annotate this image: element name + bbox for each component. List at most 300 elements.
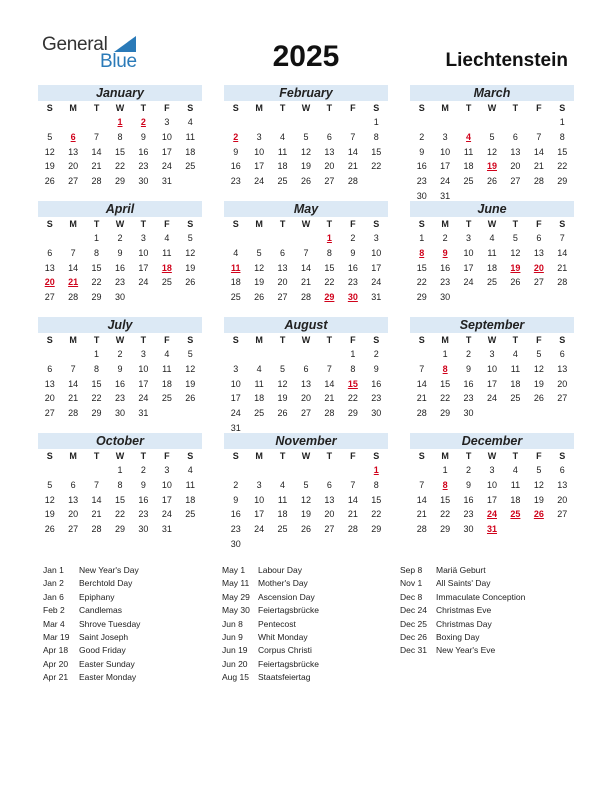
day-cell: 15	[440, 494, 451, 505]
day-cell: 18	[254, 393, 265, 404]
day-cell: 22	[114, 509, 125, 520]
day-cell: 27	[510, 176, 521, 187]
day-cell: 12	[44, 494, 55, 505]
holiday-day: 31	[486, 524, 497, 535]
day-cell: 24	[254, 176, 265, 187]
month-days	[38, 449, 202, 537]
day-cell: 25	[161, 393, 172, 404]
holiday-date: Apr 21	[43, 672, 69, 683]
day-cell: 29	[440, 408, 451, 419]
empty-cell	[85, 115, 108, 130]
day-cell: 17	[486, 378, 497, 389]
day-cell: 5	[489, 131, 495, 142]
day-cell: 9	[140, 131, 146, 142]
weekday-header: S	[187, 219, 194, 229]
day-cell: 11	[277, 146, 288, 157]
day-cell: 10	[230, 378, 241, 389]
day-cell: 19	[44, 161, 55, 172]
day-cell: 9	[466, 479, 472, 490]
day-cell: 7	[70, 363, 76, 374]
day-cell: 15	[371, 146, 382, 157]
day-cell: 18	[277, 509, 288, 520]
holiday-day: 1	[117, 117, 123, 127]
day-cell: 29	[91, 292, 102, 303]
day-cell: 8	[559, 131, 565, 142]
month-title: August	[224, 317, 388, 333]
day-cell: 21	[68, 393, 79, 404]
day-cell: 5	[256, 247, 262, 258]
day-cell: 4	[256, 363, 262, 374]
weekday-header: S	[187, 335, 194, 345]
day-cell: 11	[510, 363, 521, 374]
weekday-header: M	[255, 451, 263, 461]
day-cell: 21	[347, 509, 358, 520]
holiday-day: 30	[347, 292, 358, 303]
weekday-header: M	[69, 335, 77, 345]
day-cell: 29	[114, 176, 125, 187]
day-cell: 6	[512, 131, 518, 142]
day-cell: 24	[138, 393, 149, 404]
month-days	[38, 217, 202, 305]
empty-cell	[527, 115, 550, 130]
day-cell: 29	[114, 524, 125, 535]
day-cell: 24	[254, 524, 265, 535]
holiday-row	[43, 604, 219, 617]
day-cell: 14	[416, 378, 427, 389]
day-cell: 16	[440, 262, 451, 273]
holiday-date: Apr 18	[43, 645, 69, 656]
holiday-day: 26	[533, 509, 544, 520]
month-days	[410, 449, 574, 537]
month-title: September	[410, 317, 574, 333]
day-cell: 25	[486, 277, 497, 288]
day-cell: 9	[419, 146, 425, 157]
holiday-day: 25	[510, 509, 521, 520]
holiday-row	[222, 604, 398, 617]
empty-cell	[504, 115, 527, 130]
empty-cell	[433, 115, 456, 130]
weekday-header: S	[187, 103, 194, 113]
weekday-header: M	[255, 335, 263, 345]
day-cell: 3	[489, 465, 495, 475]
holiday-date: Jan 2	[43, 578, 64, 589]
holiday-date: May 30	[222, 605, 250, 616]
day-cell: 14	[347, 146, 358, 157]
holiday-date: Jun 20	[222, 658, 248, 669]
month-october	[38, 433, 202, 537]
day-cell: 12	[185, 363, 196, 374]
day-cell: 3	[140, 233, 146, 243]
day-cell: 14	[68, 378, 79, 389]
day-cell: 26	[486, 176, 497, 187]
day-cell: 2	[117, 233, 123, 243]
weekday-header: F	[536, 219, 542, 229]
day-cell: 28	[68, 292, 79, 303]
month-march	[410, 85, 574, 204]
holiday-date: Aug 15	[222, 672, 249, 683]
weekday-header: M	[441, 335, 449, 345]
day-cell: 21	[557, 262, 568, 273]
day-cell: 11	[185, 479, 195, 490]
day-cell: 20	[324, 161, 335, 172]
weekday-header: S	[46, 451, 53, 461]
month-days	[410, 101, 574, 204]
day-cell: 22	[324, 277, 335, 288]
weekday-header: T	[465, 219, 472, 229]
month-title: January	[38, 85, 202, 101]
month-title: April	[38, 201, 202, 217]
day-cell: 15	[114, 146, 125, 157]
day-cell: 12	[486, 146, 497, 157]
day-cell: 19	[533, 494, 544, 505]
day-cell: 20	[324, 509, 335, 520]
month-july	[38, 317, 202, 421]
day-cell: 5	[536, 349, 542, 359]
day-cell: 30	[114, 292, 125, 303]
day-cell: 30	[138, 176, 149, 187]
day-cell: 7	[559, 233, 565, 243]
weekday-header: S	[559, 335, 566, 345]
empty-cell	[410, 463, 433, 478]
weekday-header: M	[255, 103, 263, 113]
day-cell: 1	[559, 117, 565, 127]
month-days	[224, 101, 388, 189]
day-cell: 27	[277, 292, 288, 303]
day-cell: 1	[442, 349, 448, 359]
holiday-date: Sep 8	[400, 565, 423, 575]
day-cell: 21	[91, 161, 102, 172]
day-cell: 23	[463, 393, 474, 404]
day-cell: 8	[94, 247, 100, 258]
day-cell: 24	[161, 161, 172, 172]
day-cell: 10	[254, 494, 265, 505]
month-april	[38, 201, 202, 305]
holiday-row	[222, 577, 398, 590]
day-cell: 28	[347, 176, 358, 187]
weekday-header: F	[164, 335, 170, 345]
month-days	[38, 333, 202, 421]
weekday-header: S	[46, 335, 53, 345]
day-cell: 5	[280, 363, 286, 374]
day-cell: 14	[557, 247, 568, 258]
empty-cell	[224, 115, 247, 130]
day-cell: 19	[254, 277, 265, 288]
day-cell: 10	[161, 131, 172, 142]
day-cell: 26	[300, 524, 311, 535]
holiday-name: New Year's Day	[79, 565, 139, 575]
day-cell: 14	[347, 494, 358, 505]
day-cell: 24	[230, 408, 241, 419]
day-cell: 23	[114, 277, 125, 288]
day-cell: 2	[140, 465, 146, 475]
weekday-header: S	[232, 219, 239, 229]
day-cell: 13	[533, 247, 544, 258]
day-cell: 16	[347, 262, 358, 273]
day-cell: 18	[486, 262, 497, 273]
day-cell: 9	[466, 363, 472, 374]
month-days	[410, 333, 574, 421]
day-cell: 27	[324, 176, 335, 187]
weekday-header: T	[93, 451, 100, 461]
day-cell: 30	[463, 524, 474, 535]
empty-cell	[61, 231, 84, 246]
day-cell: 16	[230, 509, 241, 520]
day-cell: 8	[350, 363, 356, 374]
holiday-column	[222, 564, 398, 685]
day-cell: 16	[230, 161, 241, 172]
holiday-name: Mother's Day	[258, 578, 308, 589]
weekday-header: S	[559, 219, 566, 229]
day-cell: 12	[510, 247, 521, 258]
day-cell: 28	[557, 277, 568, 288]
day-cell: 11	[254, 378, 264, 389]
month-title: October	[38, 433, 202, 449]
day-cell: 2	[466, 465, 472, 475]
day-cell: 25	[161, 277, 172, 288]
day-cell: 3	[373, 233, 379, 243]
holiday-name: Epiphany	[79, 591, 115, 602]
weekday-header: T	[279, 219, 286, 229]
day-cell: 4	[233, 247, 239, 258]
day-cell: 14	[91, 146, 102, 157]
day-cell: 17	[463, 262, 474, 273]
holiday-name: Christmas Day	[436, 618, 492, 629]
holiday-name: Feiertagsbrücke	[258, 658, 319, 669]
holiday-row	[400, 644, 606, 657]
weekday-header: M	[255, 219, 263, 229]
day-cell: 10	[254, 146, 265, 157]
weekday-header: T	[465, 335, 472, 345]
day-cell: 29	[347, 408, 358, 419]
weekday-header: S	[232, 451, 239, 461]
day-cell: 13	[68, 146, 79, 157]
empty-cell	[294, 463, 317, 478]
weekday-header: S	[418, 219, 425, 229]
holiday-date: Jan 1	[43, 565, 64, 575]
day-cell: 16	[138, 146, 149, 157]
day-cell: 4	[280, 131, 286, 142]
day-cell: 15	[440, 378, 451, 389]
holiday-day: 4	[466, 131, 472, 142]
day-cell: 27	[557, 509, 568, 520]
day-cell: 12	[533, 479, 544, 490]
day-cell: 12	[44, 146, 55, 157]
day-cell: 25	[185, 509, 196, 520]
day-cell: 27	[533, 277, 544, 288]
day-cell: 8	[326, 247, 332, 258]
holiday-day: 2	[233, 131, 239, 142]
weekday-header: F	[536, 103, 542, 113]
weekday-header: S	[46, 103, 53, 113]
day-cell: 19	[185, 262, 196, 273]
holiday-row	[222, 658, 398, 671]
holiday-row	[222, 631, 398, 644]
day-cell: 17	[230, 393, 241, 404]
weekday-header: W	[301, 451, 311, 461]
day-cell: 26	[185, 393, 196, 404]
weekday-header: T	[279, 451, 286, 461]
empty-cell	[318, 463, 341, 478]
day-cell: 6	[47, 247, 53, 258]
day-cell: 14	[91, 494, 102, 505]
holiday-row	[43, 577, 219, 590]
holiday-row	[43, 618, 219, 631]
day-cell: 4	[512, 465, 518, 475]
weekday-header: W	[487, 103, 497, 113]
day-cell: 6	[303, 363, 309, 374]
day-cell: 7	[326, 363, 332, 374]
day-cell: 27	[300, 408, 311, 419]
day-cell: 17	[161, 494, 172, 505]
day-cell: 6	[70, 479, 76, 490]
weekday-header: S	[418, 103, 425, 113]
day-cell: 30	[230, 538, 241, 549]
weekday-header: T	[512, 451, 519, 461]
day-cell: 2	[117, 349, 123, 359]
day-cell: 15	[324, 262, 335, 273]
holiday-name: Pentecost	[258, 618, 296, 629]
holiday-row	[400, 591, 606, 604]
empty-cell	[271, 231, 294, 246]
empty-cell	[294, 231, 317, 246]
day-cell: 9	[233, 494, 239, 505]
holiday-date: May 11	[222, 578, 250, 589]
weekday-header: S	[418, 451, 425, 461]
day-cell: 8	[94, 363, 100, 374]
day-cell: 5	[303, 479, 309, 490]
day-cell: 1	[94, 233, 100, 243]
day-cell: 19	[300, 509, 311, 520]
empty-cell	[341, 115, 364, 130]
empty-cell	[247, 115, 270, 130]
day-cell: 21	[533, 161, 544, 172]
empty-cell	[294, 347, 317, 362]
day-cell: 13	[44, 378, 55, 389]
day-cell: 3	[140, 349, 146, 359]
holiday-day: 6	[70, 131, 76, 142]
empty-cell	[224, 347, 247, 362]
weekday-header: T	[326, 451, 333, 461]
day-cell: 27	[44, 292, 55, 303]
day-cell: 5	[303, 131, 309, 142]
holiday-name: New Year's Eve	[436, 645, 496, 656]
day-cell: 2	[350, 233, 356, 243]
day-cell: 30	[138, 524, 149, 535]
empty-cell	[410, 347, 433, 362]
day-cell: 13	[324, 494, 335, 505]
holiday-row	[400, 564, 606, 577]
country-name: Liechtenstein	[445, 50, 568, 71]
month-title: June	[410, 201, 574, 217]
weekday-header: S	[373, 451, 380, 461]
holiday-date: Jun 8	[222, 618, 243, 629]
day-cell: 9	[117, 247, 123, 258]
day-cell: 4	[164, 349, 170, 359]
holiday-day: 8	[442, 479, 448, 490]
holiday-row	[222, 618, 398, 631]
day-cell: 20	[557, 494, 568, 505]
holiday-name: Mariä Geburt	[436, 565, 486, 575]
weekday-header: W	[115, 451, 125, 461]
day-cell: 21	[91, 509, 102, 520]
day-cell: 15	[114, 494, 125, 505]
holiday-name: Labour Day	[258, 565, 302, 575]
day-cell: 26	[533, 393, 544, 404]
day-cell: 4	[187, 117, 193, 127]
day-cell: 5	[536, 465, 542, 475]
day-cell: 18	[185, 146, 196, 157]
day-cell: 10	[486, 363, 497, 374]
page-title: 2025	[272, 40, 340, 73]
month-days	[410, 217, 574, 305]
day-cell: 18	[510, 494, 521, 505]
holiday-name: Whit Monday	[258, 631, 308, 642]
day-cell: 19	[44, 509, 55, 520]
holiday-date: Feb 2	[43, 605, 65, 616]
weekday-header: F	[536, 335, 542, 345]
day-cell: 4	[187, 465, 193, 475]
day-cell: 17	[254, 161, 265, 172]
day-cell: 19	[533, 378, 544, 389]
day-cell: 11	[185, 131, 195, 142]
day-cell: 24	[161, 509, 172, 520]
holiday-date: Dec 31	[400, 645, 427, 656]
weekday-header: S	[232, 103, 239, 113]
day-cell: 1	[350, 349, 356, 359]
day-cell: 4	[164, 233, 170, 243]
day-cell: 1	[373, 117, 379, 127]
day-cell: 11	[162, 363, 172, 374]
weekday-header: M	[441, 451, 449, 461]
holiday-name: Good Friday	[79, 645, 126, 656]
holiday-date: Dec 25	[400, 618, 427, 629]
day-cell: 23	[371, 393, 382, 404]
day-cell: 30	[463, 408, 474, 419]
weekday-header: F	[350, 103, 356, 113]
weekday-header: M	[441, 219, 449, 229]
day-cell: 28	[347, 524, 358, 535]
day-cell: 10	[486, 479, 497, 490]
day-cell: 19	[277, 393, 288, 404]
empty-cell	[480, 115, 503, 130]
empty-cell	[38, 463, 61, 478]
day-cell: 7	[350, 131, 356, 142]
day-cell: 28	[91, 176, 102, 187]
month-title: March	[410, 85, 574, 101]
day-cell: 17	[138, 378, 149, 389]
holiday-day: 8	[442, 363, 448, 374]
empty-cell	[61, 463, 84, 478]
day-cell: 21	[300, 277, 311, 288]
month-august	[224, 317, 388, 436]
day-cell: 29	[557, 176, 568, 187]
day-cell: 17	[254, 509, 265, 520]
holiday-name: Berchtold Day	[79, 578, 133, 589]
day-cell: 8	[117, 479, 123, 490]
day-cell: 10	[138, 363, 149, 374]
day-cell: 1	[94, 349, 100, 359]
day-cell: 29	[416, 292, 427, 303]
day-cell: 18	[230, 277, 241, 288]
weekday-header: T	[140, 103, 147, 113]
day-cell: 20	[510, 161, 521, 172]
month-title: July	[38, 317, 202, 333]
day-cell: 10	[440, 146, 451, 157]
empty-cell	[224, 231, 247, 246]
weekday-header: S	[559, 451, 566, 461]
day-cell: 17	[440, 161, 451, 172]
day-cell: 23	[114, 393, 125, 404]
